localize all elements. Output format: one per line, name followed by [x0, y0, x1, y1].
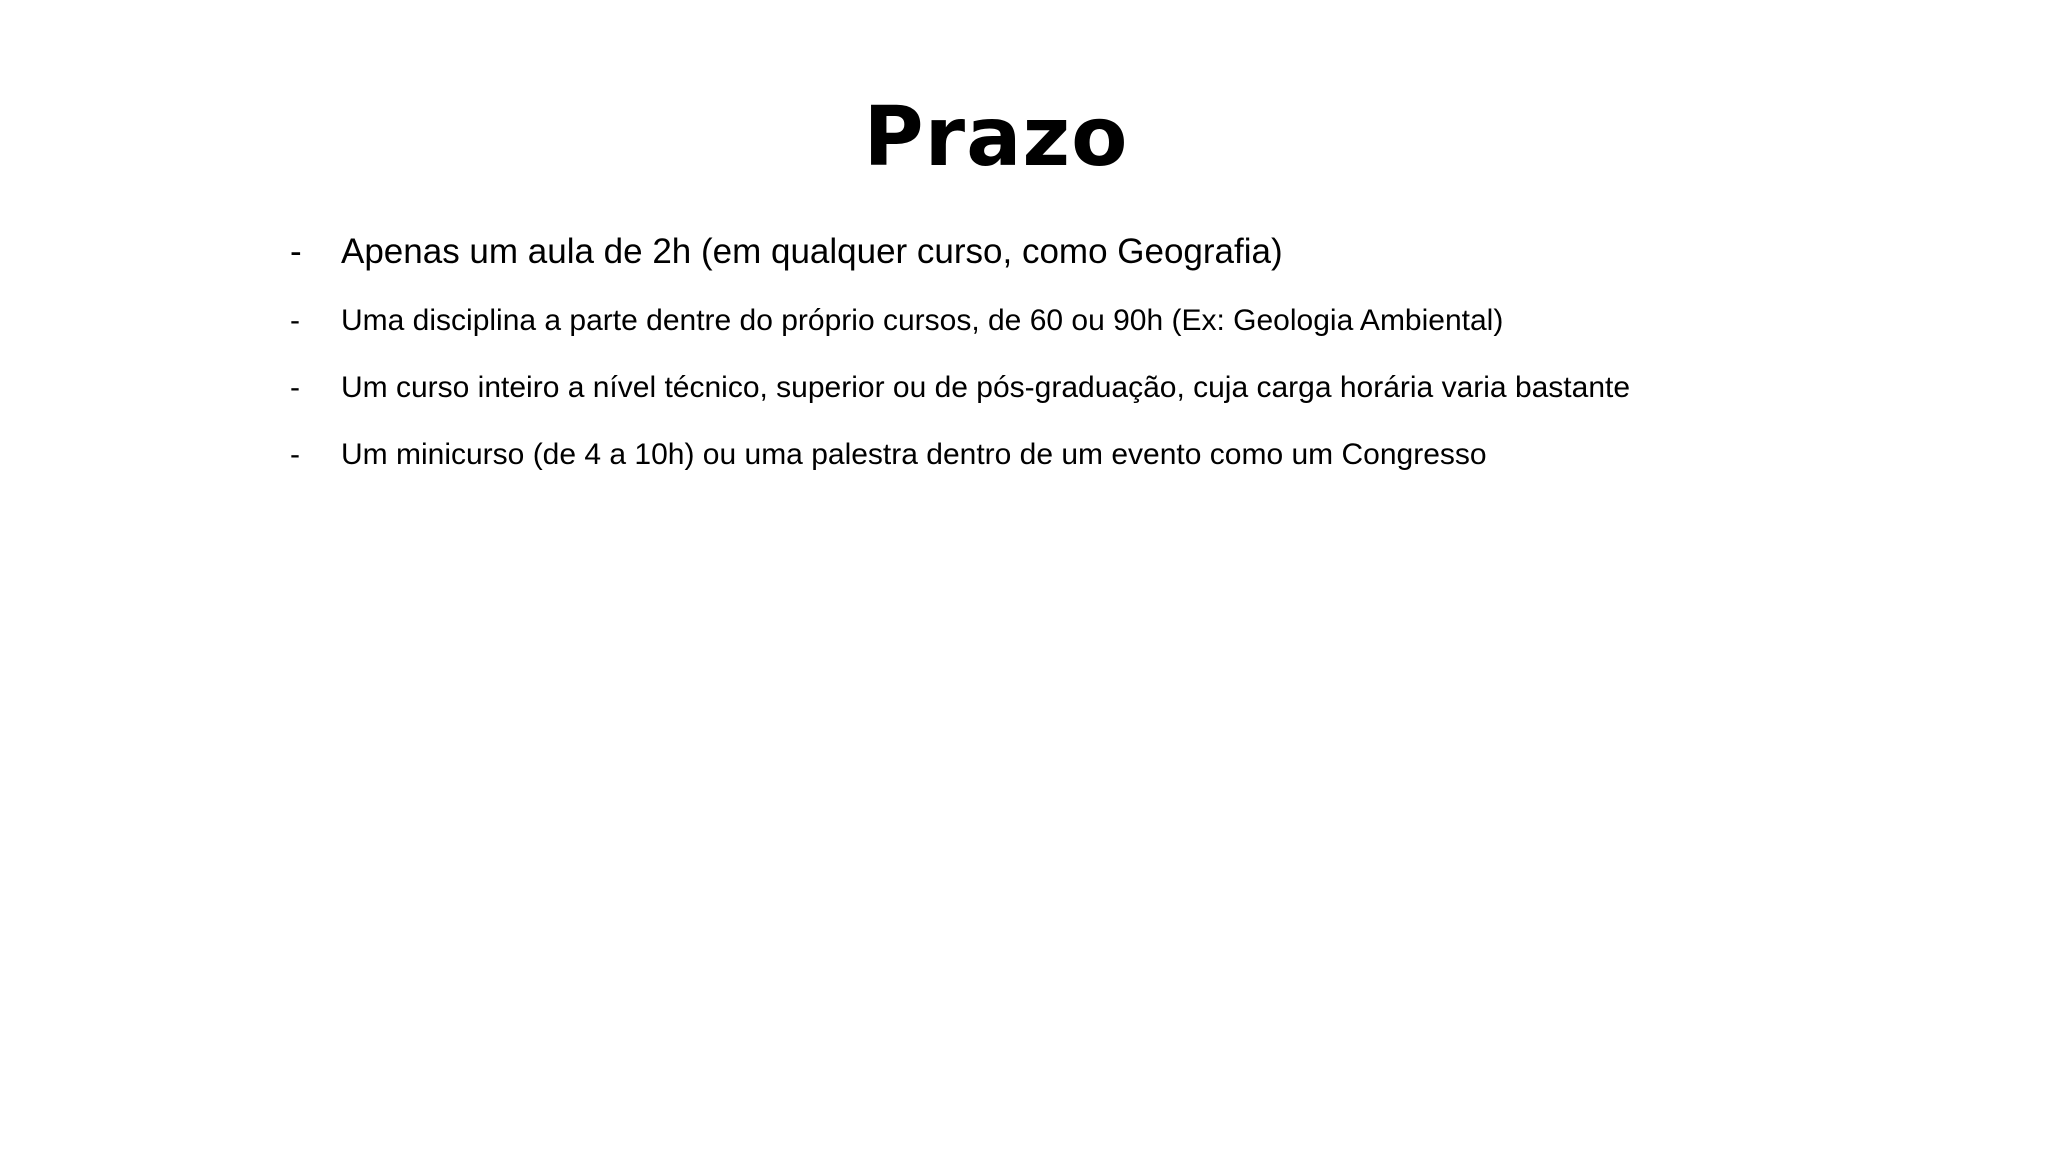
list-item [290, 298, 2010, 365]
slide-title: Prazo [863, 90, 1129, 185]
bullet-list [290, 226, 2010, 499]
list-item-text: Um minicurso (de 4 a 10h) ou uma palestra dentro de um evento como um Congresso [341, 438, 1487, 471]
list-item-text: Um curso inteiro a nível técnico, superior ou de pós-graduação, cuja carga horária varia bastante [341, 371, 1631, 404]
dash-bullet-icon: - [290, 438, 300, 471]
list-item-text: Apenas um aula de 2h (em qualquer curso, como Geografia) [341, 232, 1283, 271]
list-item [290, 226, 2010, 298]
dash-bullet-icon: - [290, 371, 300, 404]
dash-bullet-icon: - [290, 232, 302, 271]
list-item [290, 432, 2010, 499]
dash-bullet-icon: - [290, 304, 300, 337]
list-item [290, 365, 2010, 432]
list-item-text: Uma disciplina a parte dentre do próprio cursos, de 60 ou 90h (Ex: Geologia Ambiental) [341, 304, 1504, 337]
